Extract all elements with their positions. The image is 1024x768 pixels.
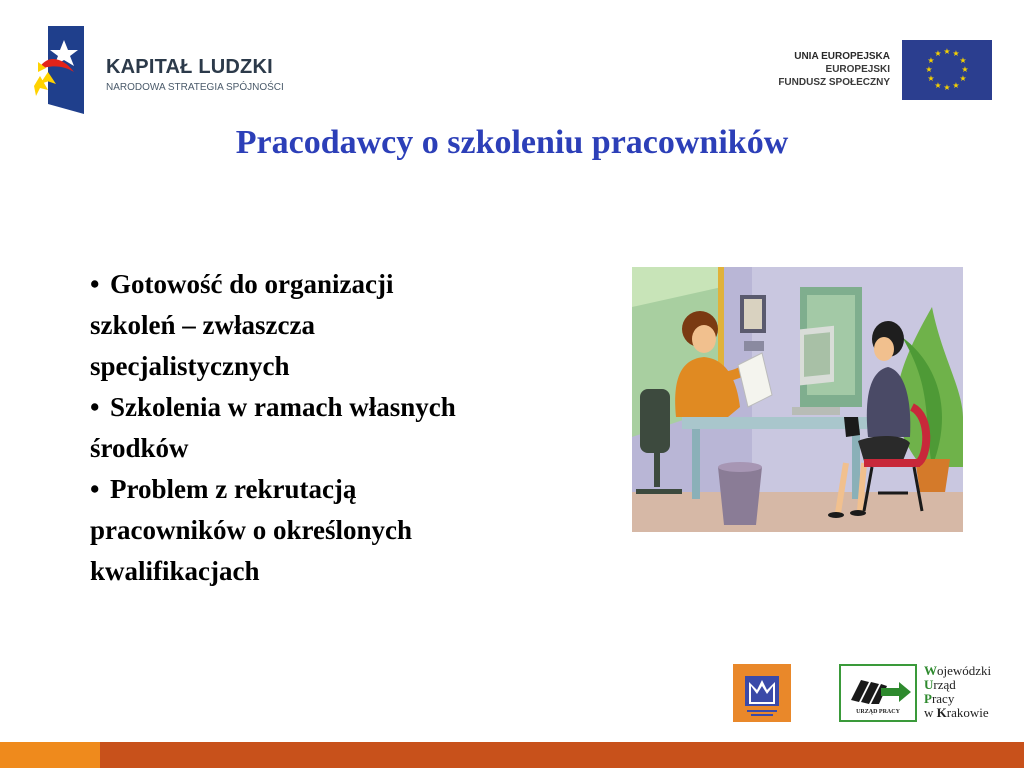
eu-line-1: UNIA EUROPEJSKA xyxy=(794,51,890,62)
wup-line-1-initial: W xyxy=(924,663,937,678)
footer-bar-accent xyxy=(0,742,100,768)
wup-logo xyxy=(839,664,917,722)
wup-line-3 xyxy=(924,692,991,706)
svg-text:★: ★ xyxy=(927,74,935,83)
bullet-3-line-2: pracowników o określonych xyxy=(90,515,413,545)
kapital-ludzki-logo xyxy=(34,26,304,116)
bullet-dot: • xyxy=(90,392,100,422)
kapital-ludzki-subtitle: NARODOWA STRATEGIA SPÓJNOŚCI xyxy=(106,82,284,93)
wup-line-4-rest: rakowie xyxy=(946,705,989,720)
svg-text:★: ★ xyxy=(927,56,935,65)
svg-text:★: ★ xyxy=(925,65,933,74)
svg-text:★: ★ xyxy=(952,49,960,58)
bullet-dot: • xyxy=(90,269,100,299)
svg-text:★: ★ xyxy=(934,81,942,90)
kapital-ludzki-emblem-icon xyxy=(34,26,98,116)
wup-line-3-rest: racy xyxy=(931,691,955,706)
eu-flag-icon xyxy=(902,40,992,100)
wup-line-1 xyxy=(924,664,991,678)
svg-text:★: ★ xyxy=(943,83,951,92)
wup-line-4-initial: K xyxy=(936,705,947,720)
bullet-1-line-1: Gotowość do organizacji xyxy=(110,269,394,299)
bullet-2-line-1: Szkolenia w ramach własnych xyxy=(110,392,456,422)
bullet-1-line-3: specjalistycznych xyxy=(90,351,290,381)
bullet-2-line-2: środków xyxy=(90,433,189,463)
bullet-3-line-1: Problem z rekrutacją xyxy=(110,474,357,504)
bullet-item xyxy=(90,387,570,469)
wup-line-4-prefix: w xyxy=(924,705,937,720)
svg-text:★: ★ xyxy=(961,65,969,74)
eu-line-2: EUROPEJSKI xyxy=(825,64,890,75)
wup-arrows-icon xyxy=(841,670,915,710)
wup-line-2-rest: rząd xyxy=(933,677,956,692)
svg-text:★: ★ xyxy=(959,56,967,65)
wup-line-3-initial: P xyxy=(924,691,932,706)
page-title: Pracodawcy o szkoleniu pracowników xyxy=(235,124,789,161)
footer-bar xyxy=(100,742,1024,768)
bullet-3-line-3: kwalifikacjach xyxy=(90,556,260,586)
svg-text:★: ★ xyxy=(959,74,967,83)
svg-text:★: ★ xyxy=(943,47,951,56)
svg-text:★: ★ xyxy=(934,49,942,58)
wup-line-2 xyxy=(924,678,991,692)
kapital-ludzki-title: KAPITAŁ LUDZKI xyxy=(106,56,273,78)
wup-logo-caption: URZĄD PRACY xyxy=(856,709,900,715)
eu-line-3: FUNDUSZ SPOŁECZNY xyxy=(778,77,890,88)
malopolska-logo-icon xyxy=(733,664,791,722)
bullet-item xyxy=(90,469,570,592)
svg-text:★: ★ xyxy=(952,81,960,90)
bullet-list xyxy=(90,264,570,592)
wup-line-2-initial: U xyxy=(924,677,934,692)
wup-line-4 xyxy=(924,706,991,720)
office-interview-clipart xyxy=(632,267,963,532)
wup-line-1-rest: ojewódzki xyxy=(937,663,992,678)
bullet-item xyxy=(90,264,570,387)
bullet-dot: • xyxy=(90,474,100,504)
wup-text xyxy=(924,664,991,720)
eu-logo-text xyxy=(778,50,890,89)
eu-logo xyxy=(760,40,994,102)
bullet-1-line-2: szkoleń – zwłaszcza xyxy=(90,310,315,340)
